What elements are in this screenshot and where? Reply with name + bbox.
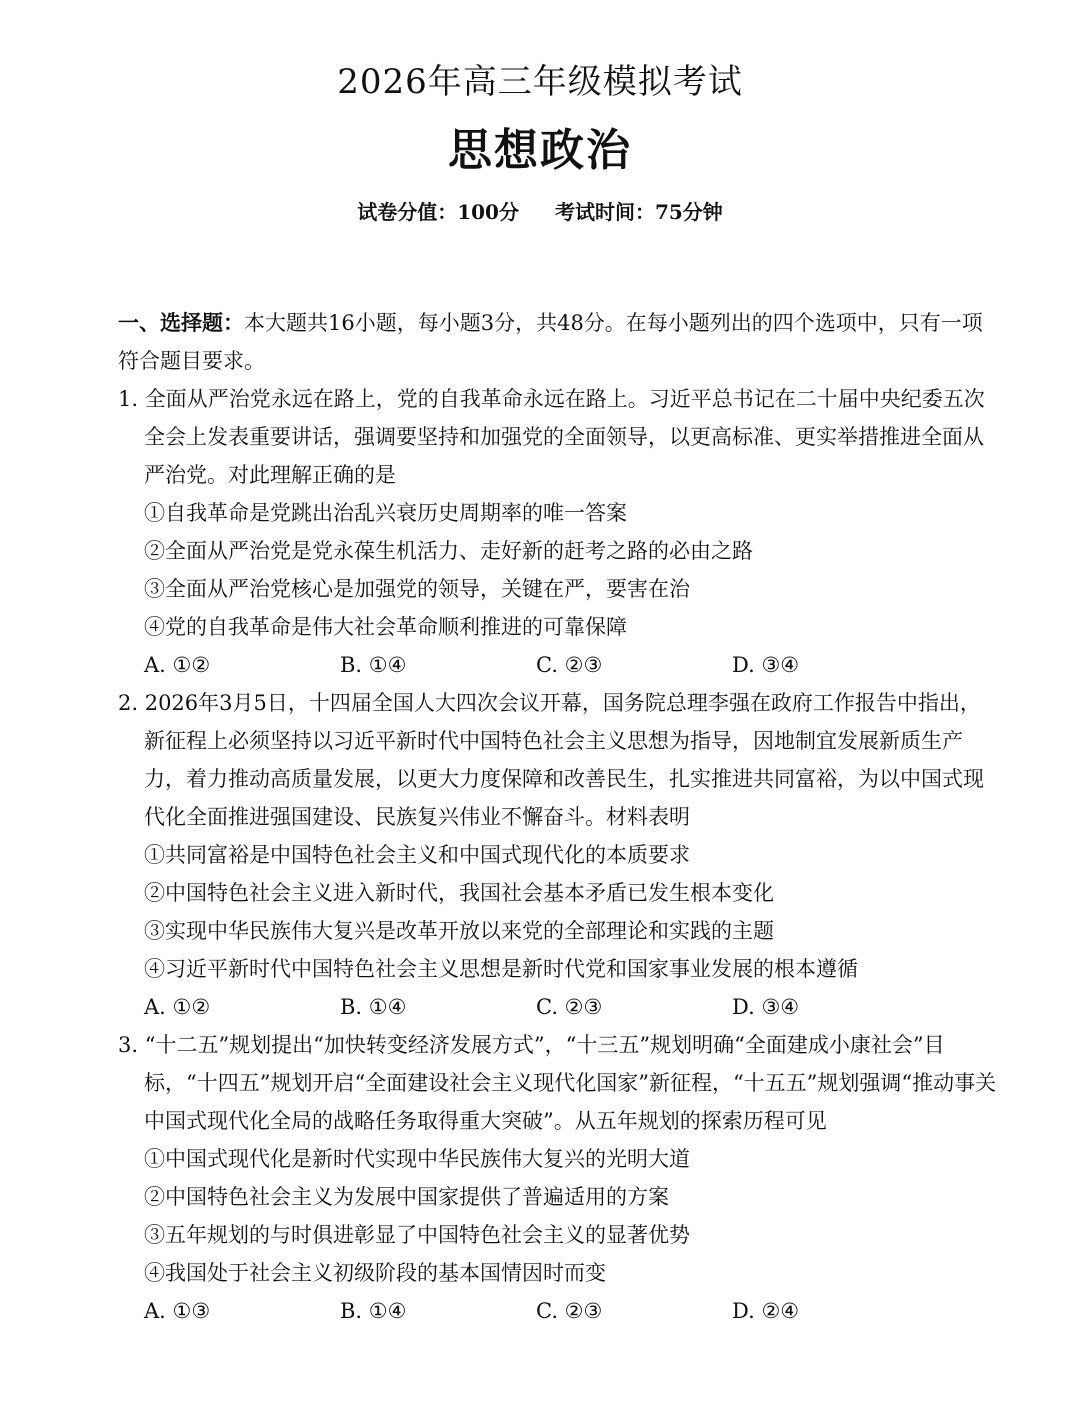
statement-item: ④党的自我革命是伟大社会革命顺利推进的可靠保障 xyxy=(144,615,627,639)
exam-title: 2026年高三年级模拟考试 xyxy=(337,62,743,102)
option-a: A. ①② xyxy=(144,653,211,677)
statement-item: ④我国处于社会主义初级阶段的基本国情因时而变 xyxy=(144,1261,606,1285)
statement-item: ②中国特色社会主义进入新时代，我国社会基本矛盾已发生根本变化 xyxy=(144,881,774,905)
question-stem: 3. “十二五”规划提出“加快转变经济发展方式”，“十三五”规划明确“全面建成小康社会”目标，“十四五”规划开启“全面建设社会主义现代化国家”新征程，“十五五”规划强调“推动事关中国式现代化全局的战略任务取得重大突破”。从五年规划的探索历程可见 xyxy=(118,1033,997,1133)
section-label: 一、选择题： xyxy=(118,310,244,335)
option-c: C. ②③ xyxy=(536,653,603,677)
score-info: 试卷分值：100分 xyxy=(357,200,519,224)
question-stem: 1. 全面从严治党永远在路上，党的自我革命永远在路上。习近平总书记在二十届中央纪委五次全会上发表重要讲话，强调要坚持和加强党的全面领导，以更高标准、更实举措推进全面从严治党。对此理解正确的是 xyxy=(118,387,985,487)
statement-item: ②全面从严治党是党永葆生机活力、走好新的赶考之路的必由之路 xyxy=(144,539,753,563)
exam-content xyxy=(118,304,998,1330)
option-b: B. ①④ xyxy=(340,995,407,1019)
option-d: D. ③④ xyxy=(732,995,800,1019)
statement-item: ④习近平新时代中国特色社会主义思想是新时代党和国家事业发展的根本遵循 xyxy=(144,957,858,981)
subject-title: 思想政治 xyxy=(448,125,632,176)
question-stem: 2. 2026年3月5日，十四届全国人大四次会议开幕，国务院总理李强在政府工作报告中指出，新征程上必须坚持以习近平新时代中国特色社会主义思想为指导，因地制宜发展新质生产力，着力推动高质量发展，以更大力度保障和改善民生，扎实推进共同富裕，为以中国式现代化全面推进强国建设、民族复兴伟业不懈奋斗。材料表明 xyxy=(118,691,984,829)
option-a: A. ①③ xyxy=(144,1299,211,1323)
option-c: C. ②③ xyxy=(536,1299,603,1323)
time-info: 考试时间：75分钟 xyxy=(554,200,723,224)
statement-item: ①中国式现代化是新时代实现中华民族伟大复兴的光明大道 xyxy=(144,1147,690,1171)
section-instructions: 本大题共16小题，每小题3分，共48分。在每小题列出的四个选项中，只有一项符合题目要求。 xyxy=(118,311,983,373)
option-d: D. ②④ xyxy=(732,1299,800,1323)
question-2 xyxy=(118,684,998,1026)
statement-item: ③实现中华民族伟大复兴是改革开放以来党的全部理论和实践的主题 xyxy=(144,919,774,943)
statement-item: ③五年规划的与时俱进彰显了中国特色社会主义的显著优势 xyxy=(144,1223,690,1247)
option-a: A. ①② xyxy=(144,995,211,1019)
option-b: B. ①④ xyxy=(340,1299,407,1323)
statement-item: ③全面从严治党核心是加强党的领导，关键在严，要害在治 xyxy=(144,577,690,601)
answer-options xyxy=(118,646,998,684)
question-3 xyxy=(118,1026,998,1330)
exam-meta xyxy=(0,197,1080,227)
answer-options xyxy=(118,1292,998,1330)
statement-item: ①共同富裕是中国特色社会主义和中国式现代化的本质要求 xyxy=(144,843,690,867)
section-heading xyxy=(118,304,998,380)
question-1 xyxy=(118,380,998,684)
option-d: D. ③④ xyxy=(732,653,800,677)
statement-item: ②中国特色社会主义为发展中国家提供了普遍适用的方案 xyxy=(144,1185,669,1209)
option-c: C. ②③ xyxy=(536,995,603,1019)
option-b: B. ①④ xyxy=(340,653,407,677)
answer-options xyxy=(118,988,998,1026)
statement-item: ①自我革命是党跳出治乱兴衰历史周期率的唯一答案 xyxy=(144,501,627,525)
